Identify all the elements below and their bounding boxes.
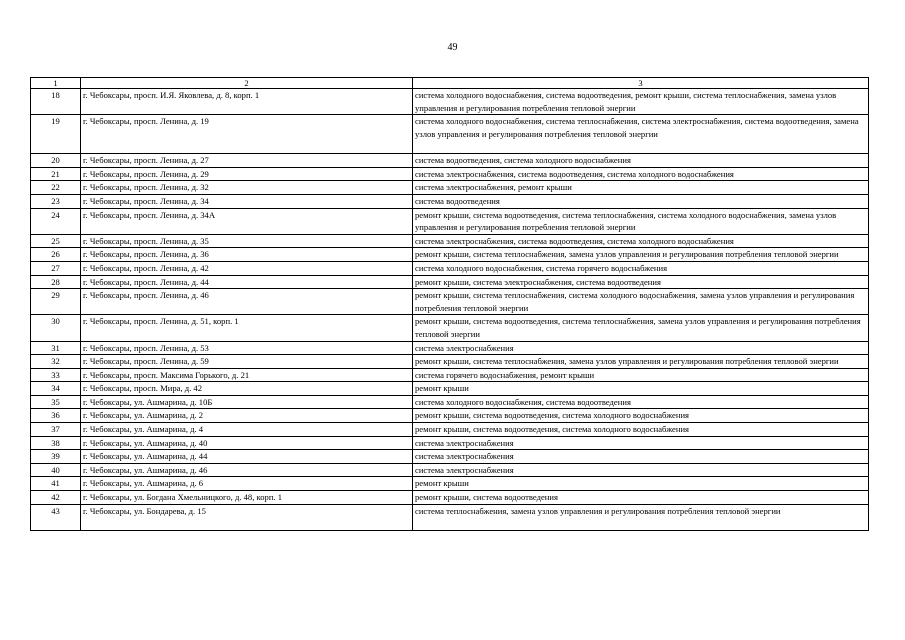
row-address-cell: г. Чебоксары, просп. Максима Горького, д. 21 <box>81 368 413 382</box>
row-address-cell: г. Чебоксары, просп. Ленина, д. 59 <box>81 355 413 369</box>
row-works-cell: ремонт крыши, система водоотведения, система теплоснабжения, система холодного водоснабжения, замена узлов управления и регулирования потребления тепловой энергии <box>413 208 869 234</box>
table-row <box>31 504 869 530</box>
row-number-cell: 36 <box>31 409 81 423</box>
row-works-cell: система электроснабжения, ремонт крыши <box>413 181 869 195</box>
row-number-cell: 39 <box>31 450 81 464</box>
table-row <box>31 477 869 491</box>
row-address-cell: г. Чебоксары, просп. Ленина, д. 53 <box>81 341 413 355</box>
row-address-cell: г. Чебоксары, просп. Ленина, д. 46 <box>81 289 413 315</box>
row-works-cell: ремонт крыши, система водоотведения <box>413 491 869 505</box>
table-header-row <box>31 78 869 89</box>
table-row <box>31 208 869 234</box>
row-address-cell: г. Чебоксары, просп. Мира, д. 42 <box>81 382 413 396</box>
column-header-number: 1 <box>31 78 81 89</box>
row-works-cell: ремонт крыши, система водоотведения, система теплоснабжения, замена узлов управления и регулирования потребления тепловой энергии <box>413 315 869 341</box>
row-number-cell: 19 <box>31 115 81 154</box>
row-number-cell: 37 <box>31 423 81 437</box>
table-row <box>31 382 869 396</box>
table-row <box>31 423 869 437</box>
row-number-cell: 43 <box>31 504 81 530</box>
row-address-cell: г. Чебоксары, просп. Ленина, д. 44 <box>81 275 413 289</box>
row-works-cell: ремонт крыши, система теплоснабжения, замена узлов управления и регулирования потребления тепловой энергии <box>413 355 869 369</box>
row-number-cell: 41 <box>31 477 81 491</box>
row-works-cell: система холодного водоснабжения, система теплоснабжения, система электроснабжения, система водоотведения, замена узлов управления и регулирования потребления тепловой энергии <box>413 115 869 154</box>
row-number-cell: 26 <box>31 248 81 262</box>
housing-works-table <box>30 77 869 531</box>
row-works-cell: система водоотведения, система холодного водоснабжения <box>413 154 869 168</box>
table-row <box>31 368 869 382</box>
row-works-cell: ремонт крыши <box>413 477 869 491</box>
row-works-cell: ремонт крыши <box>413 382 869 396</box>
row-works-cell: система водоотведения <box>413 194 869 208</box>
row-number-cell: 20 <box>31 154 81 168</box>
row-works-cell: система холодного водоснабжения, система водоотведения, ремонт крыши, система теплоснабжения, замена узлов управления и регулирования потребления тепловой энергии <box>413 89 869 115</box>
table-row <box>31 89 869 115</box>
row-address-cell: г. Чебоксары, ул. Ашмарина, д. 46 <box>81 463 413 477</box>
table-row <box>31 115 869 154</box>
row-address-cell: г. Чебоксары, просп. Ленина, д. 35 <box>81 234 413 248</box>
row-works-cell: система теплоснабжения, замена узлов управления и регулирования потребления тепловой энергии <box>413 504 869 530</box>
row-number-cell: 23 <box>31 194 81 208</box>
row-address-cell: г. Чебоксары, ул. Ашмарина, д. 4 <box>81 423 413 437</box>
row-address-cell: г. Чебоксары, ул. Ашмарина, д. 6 <box>81 477 413 491</box>
table-row <box>31 234 869 248</box>
row-address-cell: г. Чебоксары, ул. Ашмарина, д. 44 <box>81 450 413 464</box>
table-row <box>31 355 869 369</box>
row-address-cell: г. Чебоксары, просп. Ленина, д. 34А <box>81 208 413 234</box>
row-number-cell: 22 <box>31 181 81 195</box>
table-row <box>31 491 869 505</box>
row-works-cell: система электроснабжения <box>413 436 869 450</box>
row-number-cell: 31 <box>31 341 81 355</box>
column-header-address: 2 <box>81 78 413 89</box>
row-address-cell: г. Чебоксары, ул. Ашмарина, д. 10Б <box>81 395 413 409</box>
row-number-cell: 32 <box>31 355 81 369</box>
row-works-cell: система электроснабжения, система водоотведения, система холодного водоснабжения <box>413 167 869 181</box>
row-works-cell: система электроснабжения <box>413 341 869 355</box>
row-address-cell: г. Чебоксары, ул. Бондарева, д. 15 <box>81 504 413 530</box>
row-number-cell: 42 <box>31 491 81 505</box>
row-address-cell: г. Чебоксары, просп. Ленина, д. 51, корп. 1 <box>81 315 413 341</box>
row-address-cell: г. Чебоксары, просп. Ленина, д. 29 <box>81 167 413 181</box>
row-number-cell: 40 <box>31 463 81 477</box>
row-number-cell: 24 <box>31 208 81 234</box>
row-number-cell: 25 <box>31 234 81 248</box>
row-number-cell: 35 <box>31 395 81 409</box>
row-address-cell: г. Чебоксары, просп. Ленина, д. 19 <box>81 115 413 154</box>
row-number-cell: 28 <box>31 275 81 289</box>
column-header-works: 3 <box>413 78 869 89</box>
table-row <box>31 341 869 355</box>
row-address-cell: г. Чебоксары, просп. Ленина, д. 42 <box>81 261 413 275</box>
row-address-cell: г. Чебоксары, просп. Ленина, д. 34 <box>81 194 413 208</box>
page-number: 49 <box>447 42 458 53</box>
row-number-cell: 38 <box>31 436 81 450</box>
table-row <box>31 463 869 477</box>
table-row <box>31 450 869 464</box>
table-row <box>31 315 869 341</box>
table-row <box>31 261 869 275</box>
row-address-cell: г. Чебоксары, ул. Ашмарина, д. 40 <box>81 436 413 450</box>
row-number-cell: 27 <box>31 261 81 275</box>
row-number-cell: 21 <box>31 167 81 181</box>
row-works-cell: система электроснабжения <box>413 463 869 477</box>
row-address-cell: г. Чебоксары, ул. Ашмарина, д. 2 <box>81 409 413 423</box>
row-number-cell: 30 <box>31 315 81 341</box>
row-works-cell: система холодного водоснабжения, система водоотведения <box>413 395 869 409</box>
row-works-cell: ремонт крыши, система теплоснабжения, система холодного водоснабжения, замена узлов управления и регулирования потребления тепловой энергии <box>413 289 869 315</box>
row-works-cell: система холодного водоснабжения, система горячего водоснабжения <box>413 261 869 275</box>
row-works-cell: ремонт крыши, система водоотведения, система холодного водоснабжения <box>413 409 869 423</box>
row-number-cell: 34 <box>31 382 81 396</box>
table-row <box>31 409 869 423</box>
row-works-cell: ремонт крыши, система водоотведения, система холодного водоснабжения <box>413 423 869 437</box>
row-number-cell: 29 <box>31 289 81 315</box>
row-works-cell: система электроснабжения <box>413 450 869 464</box>
table-row <box>31 167 869 181</box>
row-number-cell: 18 <box>31 89 81 115</box>
table-row <box>31 436 869 450</box>
row-works-cell: ремонт крыши, система теплоснабжения, замена узлов управления и регулирования потребления тепловой энергии <box>413 248 869 262</box>
table-row <box>31 289 869 315</box>
table-row <box>31 275 869 289</box>
row-works-cell: система электроснабжения, система водоотведения, система холодного водоснабжения <box>413 234 869 248</box>
row-works-cell: система горячего водоснабжения, ремонт крыши <box>413 368 869 382</box>
row-address-cell: г. Чебоксары, ул. Богдана Хмельницкого, д. 48, корп. 1 <box>81 491 413 505</box>
row-address-cell: г. Чебоксары, просп. Ленина, д. 36 <box>81 248 413 262</box>
table-row <box>31 194 869 208</box>
row-number-cell: 33 <box>31 368 81 382</box>
table-row <box>31 248 869 262</box>
row-address-cell: г. Чебоксары, просп. И.Я. Яковлева, д. 8, корп. 1 <box>81 89 413 115</box>
row-works-cell: ремонт крыши, система электроснабжения, система водоотведения <box>413 275 869 289</box>
row-address-cell: г. Чебоксары, просп. Ленина, д. 32 <box>81 181 413 195</box>
row-address-cell: г. Чебоксары, просп. Ленина, д. 27 <box>81 154 413 168</box>
table-row <box>31 154 869 168</box>
table-row <box>31 395 869 409</box>
table-body <box>31 89 869 531</box>
table-row <box>31 181 869 195</box>
